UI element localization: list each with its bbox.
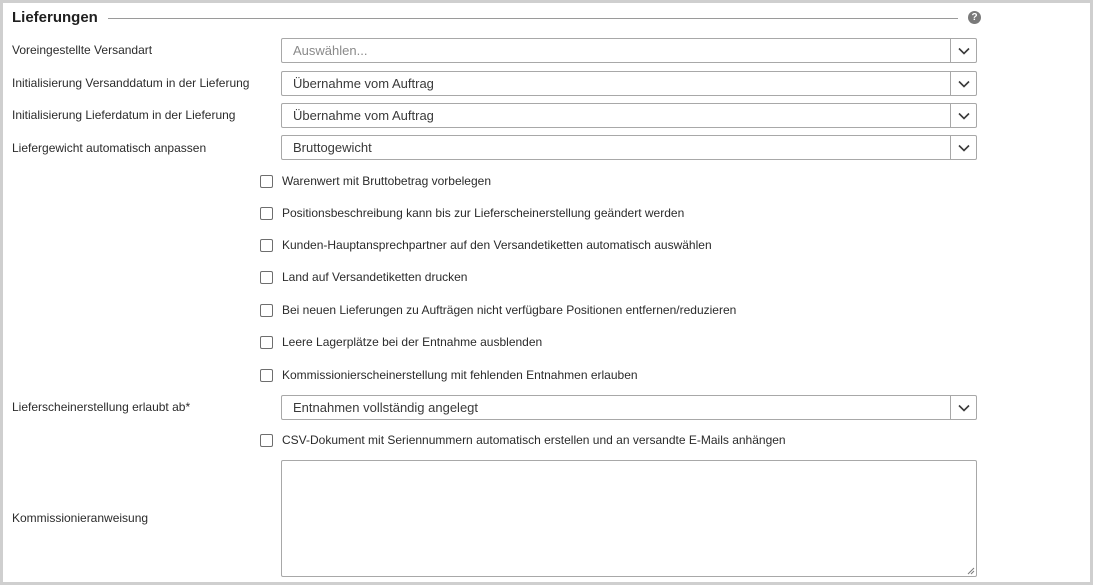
help-icon[interactable]: ? xyxy=(968,11,981,24)
csv-dokument-checkbox-label: CSV-Dokument mit Seriennummern automatisch erstellen und an versandte E-Mails anhängen xyxy=(282,433,786,447)
versandart-dropdown-button[interactable] xyxy=(950,39,976,62)
lieferschein-dropdown-button[interactable] xyxy=(950,396,976,419)
checkbox-row-warenwert[interactable] xyxy=(260,173,491,189)
ansprechpartner-checkbox-label: Kunden-Hauptansprechpartner auf den Versandetiketten automatisch auswählen xyxy=(282,238,712,252)
lieferdatum-label: Initialisierung Lieferdatum in der Lieferung xyxy=(12,108,236,122)
resize-grip-icon[interactable] xyxy=(966,566,975,575)
lieferschein-label: Lieferscheinerstellung erlaubt ab* xyxy=(12,400,191,414)
csv-dokument-checkbox[interactable] xyxy=(260,434,273,447)
checkbox-row-lagerplaetze[interactable] xyxy=(260,334,542,350)
checkbox-row-kommissionierschein[interactable] xyxy=(260,367,638,383)
lagerplaetze-checkbox[interactable] xyxy=(260,336,273,349)
versandart-select[interactable] xyxy=(281,38,977,63)
checkbox-row-positionen-entfernen[interactable] xyxy=(260,302,736,318)
chevron-down-icon xyxy=(958,80,970,88)
positionen-entfernen-checkbox[interactable] xyxy=(260,304,273,317)
chevron-down-icon xyxy=(958,47,970,55)
liefergewicht-value: Bruttogewicht xyxy=(293,140,372,155)
positionen-entfernen-checkbox-label: Bei neuen Lieferungen zu Aufträgen nicht verfügbare Positionen entfernen/reduzieren xyxy=(282,303,737,317)
lieferdatum-dropdown-button[interactable] xyxy=(950,104,976,127)
land-checkbox-label: Land auf Versandetiketten drucken xyxy=(282,270,468,284)
section-title: Lieferungen xyxy=(12,9,98,26)
warenwert-checkbox-label: Warenwert mit Bruttobetrag vorbelegen xyxy=(282,174,491,188)
lieferschein-select[interactable] xyxy=(281,395,977,420)
checkbox-row-positionsbeschreibung[interactable] xyxy=(260,205,684,221)
liefergewicht-dropdown-button[interactable] xyxy=(950,136,976,159)
checkbox-row-csv-dokument[interactable] xyxy=(260,432,786,448)
versanddatum-dropdown-button[interactable] xyxy=(950,72,976,95)
versanddatum-value: Übernahme vom Auftrag xyxy=(293,76,434,91)
title-divider xyxy=(108,18,958,19)
ansprechpartner-checkbox[interactable] xyxy=(260,239,273,252)
kommissionieranweisung-textarea[interactable] xyxy=(281,460,977,577)
lagerplaetze-checkbox-label: Leere Lagerplätze bei der Entnahme ausblenden xyxy=(282,335,543,349)
lieferdatum-select[interactable] xyxy=(281,103,977,128)
lieferdatum-value: Übernahme vom Auftrag xyxy=(293,108,434,123)
land-checkbox[interactable] xyxy=(260,271,273,284)
checkbox-row-land[interactable] xyxy=(260,269,467,285)
lieferschein-value: Entnahmen vollständig angelegt xyxy=(293,400,479,415)
warenwert-checkbox[interactable] xyxy=(260,175,273,188)
liefergewicht-label: Liefergewicht automatisch anpassen xyxy=(12,141,207,155)
versanddatum-select[interactable] xyxy=(281,71,977,96)
versandart-value: Auswählen... xyxy=(293,43,368,58)
positionsbeschreibung-checkbox[interactable] xyxy=(260,207,273,220)
chevron-down-icon xyxy=(958,404,970,412)
kommissionierschein-checkbox[interactable] xyxy=(260,369,273,382)
positionsbeschreibung-checkbox-label: Positionsbeschreibung kann bis zur Lieferscheinerstellung geändert werden xyxy=(282,206,685,220)
kommissionieranweisung-label: Kommissionieranweisung xyxy=(12,511,149,525)
versanddatum-label: Initialisierung Versanddatum in der Lieferung xyxy=(12,76,250,90)
chevron-down-icon xyxy=(958,112,970,120)
liefergewicht-select[interactable] xyxy=(281,135,977,160)
versandart-label: Voreingestellte Versandart xyxy=(12,43,153,57)
chevron-down-icon xyxy=(958,144,970,152)
kommissionierschein-checkbox-label: Kommissionierscheinerstellung mit fehlenden Entnahmen erlauben xyxy=(282,368,638,382)
checkbox-row-ansprechpartner[interactable] xyxy=(260,237,712,253)
